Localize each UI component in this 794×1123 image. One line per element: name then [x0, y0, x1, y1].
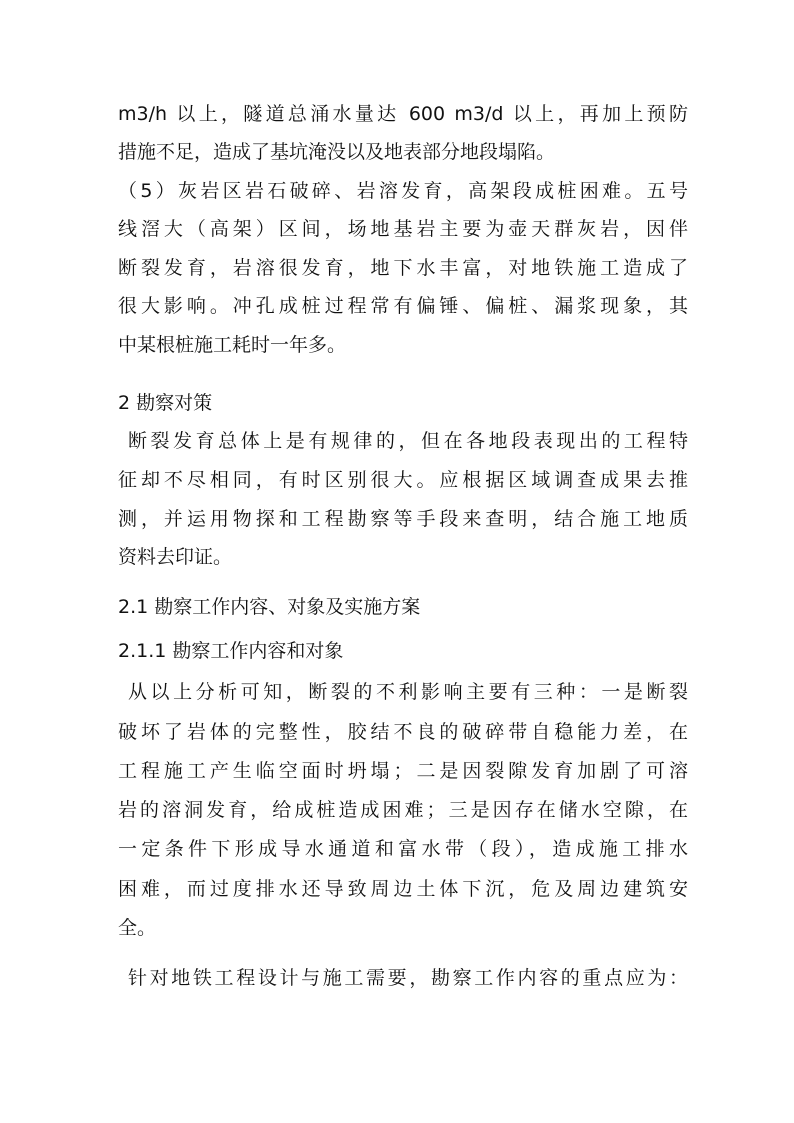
paragraph-line: 一定条件下形成导水通道和富水带（段），造成施工排水 [118, 838, 688, 860]
paragraph-line: 测，并运用物探和工程勘察等手段来查明，结合施工地质 [118, 508, 688, 530]
paragraph-line: 中某根桩施工耗时一年多。 [118, 334, 347, 356]
subsubsection-heading: 2.1.1 勘察工作内容和对象 [118, 640, 344, 662]
paragraph-line: 征却不尽相同，有时区别很大。应根据区域调查成果去推 [118, 469, 688, 491]
paragraph-line: m3/h 以上，隧道总涌水量达 600 m3/d 以上，再加上预防 [118, 103, 688, 125]
paragraph-line: 线滘大（高架）区间，场地基岩主要为壶天群灰岩，因伴 [118, 218, 688, 240]
paragraph-line: 断裂发育总体上是有规律的，但在各地段表现出的工程特 [128, 430, 688, 452]
paragraph-line: 岩的溶洞发育，给成桩造成困难；三是因存在储水空隙，在 [118, 799, 688, 821]
paragraph-line: 从以上分析可知，断裂的不利影响主要有三种：一是断裂 [128, 681, 688, 703]
paragraph-line: 工程施工产生临空面时坍塌；二是因裂隙发育加剧了可溶 [118, 760, 688, 782]
paragraph-line: 针对地铁工程设计与施工需要，勘察工作内容的重点应为： [128, 967, 688, 989]
subsection-heading: 2.1 勘察工作内容、对象及实施方案 [118, 596, 421, 618]
paragraph-line: 困难，而过度排水还导致周边土体下沉，危及周边建筑安 [118, 878, 688, 900]
paragraph-line: 破坏了岩体的完整性，胶结不良的破碎带自稳能力差，在 [118, 721, 688, 743]
paragraph-line: 资料去印证。 [118, 546, 233, 568]
paragraph-line: 措施不足，造成了基坑淹没以及地表部分地段塌陷。 [118, 141, 556, 163]
paragraph-line: 断裂发育，岩溶很发育，地下水丰富，对地铁施工造成了 [118, 257, 688, 279]
paragraph-line: 很大影响。冲孔成桩过程常有偏锤、偏桩、漏浆现象，其 [118, 295, 688, 317]
paragraph-line: 全。 [118, 917, 157, 939]
paragraph-line: （5）灰岩区岩石破碎、岩溶发育，高架段成桩困难。五号 [118, 180, 688, 202]
section-heading: 2 勘察对策 [118, 392, 213, 414]
